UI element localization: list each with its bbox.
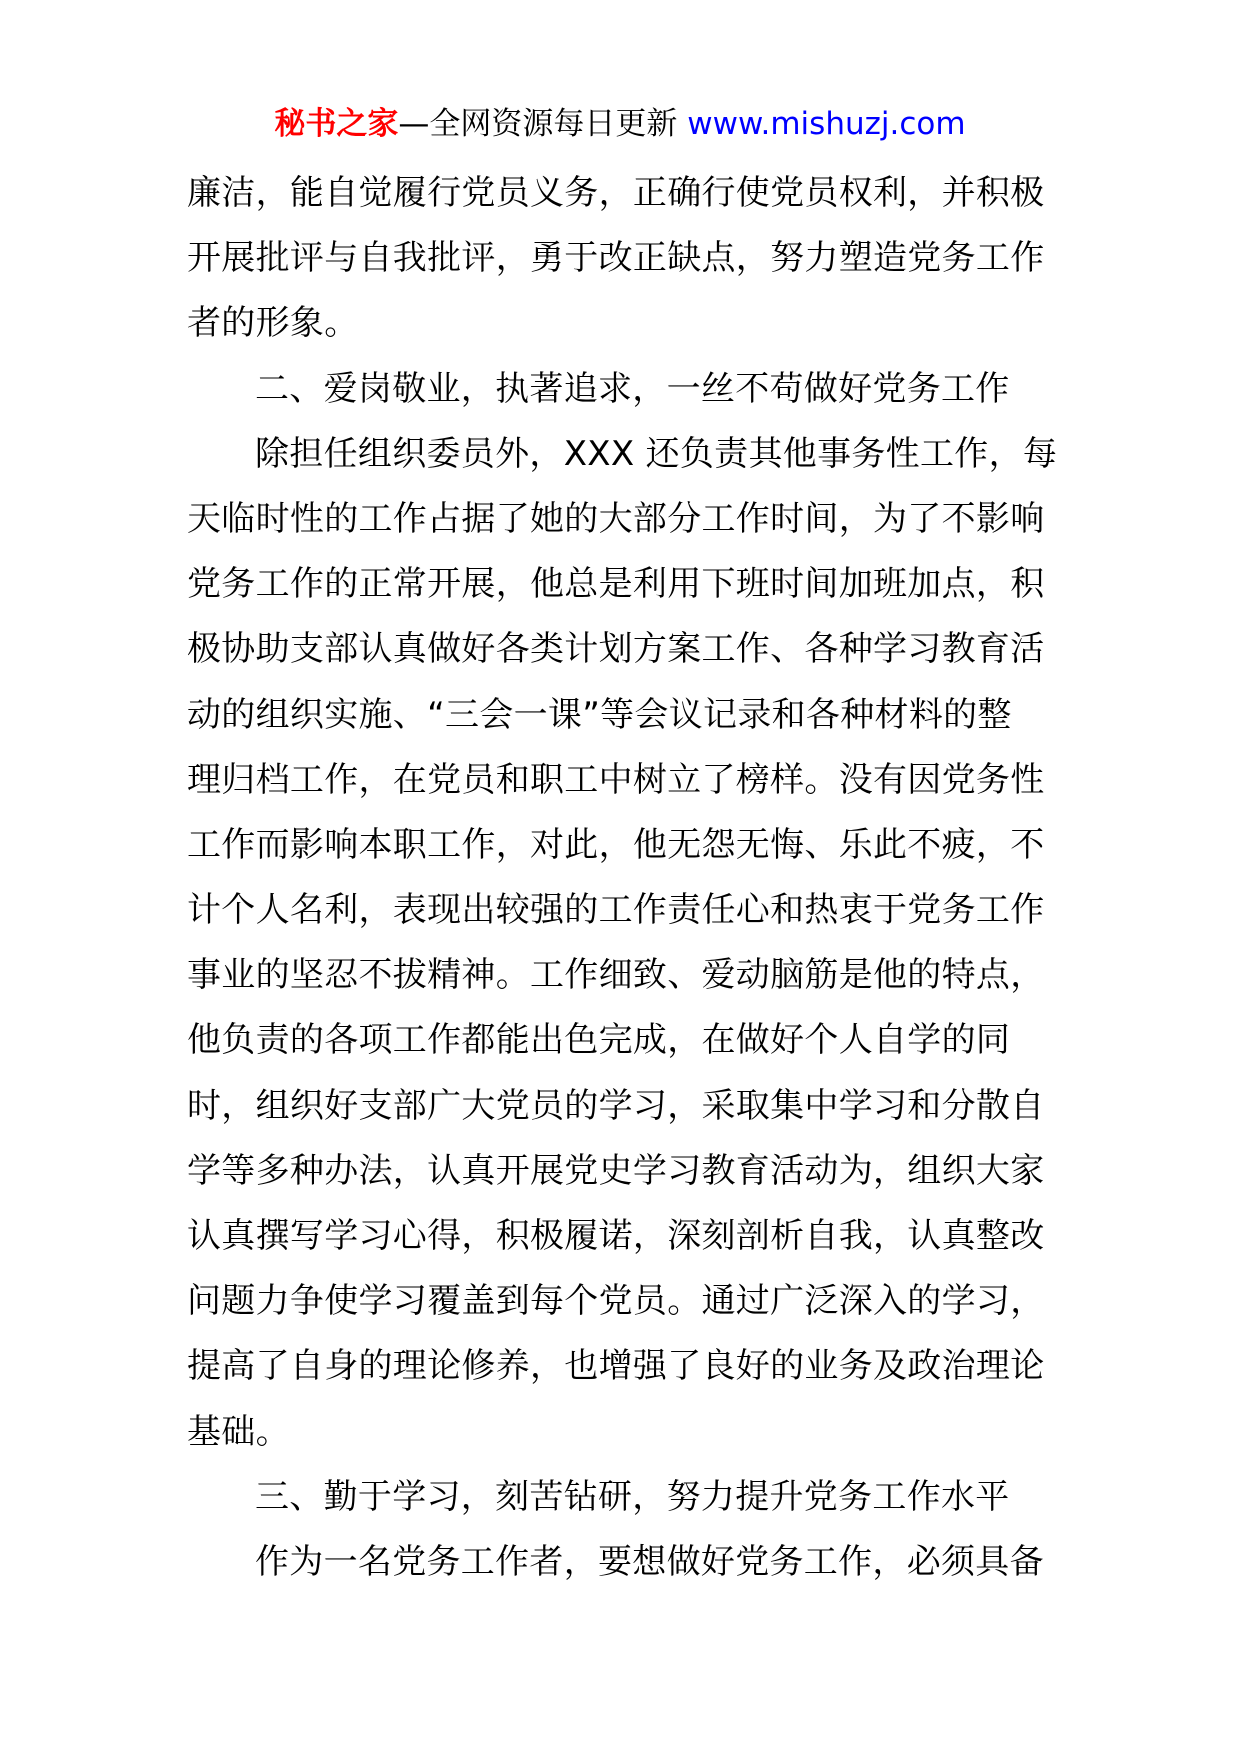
text-line: 计个人名利，表现出较强的工作责任心和热衷于党务工作	[187, 890, 1045, 931]
text-line: 基础。	[187, 1411, 290, 1452]
text-line: 提高了自身的理论修养，也增强了良好的业务及政治理论	[187, 1346, 1045, 1387]
text-line: 事业的坚忍不拔精神。工作细致、爱动脑筋是他的特点，	[187, 955, 1045, 996]
page-header	[0, 104, 1240, 144]
text-line: 者的形象。	[187, 303, 359, 344]
text-line: 极协助支部认真做好各类计划方案工作、各种学习教育活	[187, 629, 1045, 670]
text-line: 问题力争使学习覆盖到每个党员。通过广泛深入的学习，	[187, 1281, 1045, 1322]
text-line: 理归档工作，在党员和职工中树立了榜样。没有因党务性	[187, 759, 1045, 800]
text-line: 除担任组织委员外，XXX 还负责其他事务性工作，每	[255, 433, 1058, 474]
text-line: 时，组织好支部广大党员的学习，采取集中学习和分散自	[187, 1085, 1045, 1126]
text-line: 他负责的各项工作都能出色完成，在做好个人自学的同	[187, 1020, 1011, 1061]
site-slogan: —全网资源每日更新	[398, 106, 688, 142]
text-line: 工作而影响本职工作，对此，他无怨无悔、乐此不疲，不	[187, 824, 1045, 865]
site-brand: 秘书之家	[274, 106, 399, 142]
text-line: 学等多种办法，认真开展党史学习教育活动为，组织大家	[187, 1150, 1045, 1191]
text-line: 作为一名党务工作者，要想做好党务工作，必须具备	[255, 1541, 1044, 1582]
section-heading: 三、勤于学习，刻苦钻研，努力提升党务工作水平	[255, 1476, 1010, 1517]
text-line: 天临时性的工作占据了她的大部分工作时间，为了不影响	[187, 498, 1045, 539]
text-line: 认真撰写学习心得，积极履诺，深刻剖析自我，认真整改	[187, 1216, 1045, 1256]
document-body	[187, 161, 1058, 1595]
text-line: 廉洁，能自觉履行党员义务，正确行使党员权利，并积极	[187, 173, 1045, 213]
text-line: 党务工作的正常开展，他总是利用下班时间加班加点，积	[187, 564, 1045, 605]
section-heading: 二、爱岗敬业，执著追求，一丝不苟做好党务工作	[255, 368, 1010, 409]
text-line: 动的组织实施、“三会一课”等会议记录和各种材料的整	[187, 694, 1012, 735]
site-url-link[interactable]: www.mishuzj.com	[687, 106, 966, 142]
text-line: 开展批评与自我批评，勇于改正缺点，努力塑造党务工作	[187, 238, 1045, 279]
